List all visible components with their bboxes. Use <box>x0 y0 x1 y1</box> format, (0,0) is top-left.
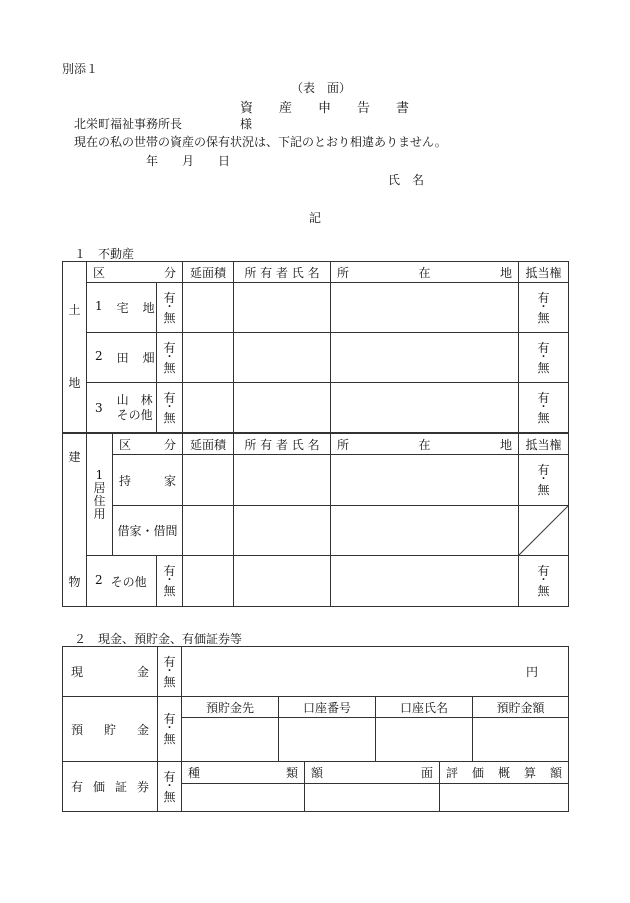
loc-zai: 在 <box>418 437 431 452</box>
building-area-header: 延面積 <box>183 434 234 455</box>
location-cell[interactable] <box>331 506 519 556</box>
residence-label-a: 居 <box>93 480 106 495</box>
building-owner-header: 所 有 者 氏 名 <box>234 434 331 455</box>
savings-c: 金 <box>136 722 149 737</box>
land-row-forest <box>63 383 569 433</box>
statement: 現在の私の世帯の資産の保有状況は、下記のとおり相違ありません。 <box>74 135 447 149</box>
addressee: 北栄町福祉事務所長 <box>74 117 183 131</box>
savings-account-name-header: 口座氏名 <box>376 697 473 718</box>
savings-account-number-cell[interactable] <box>279 718 376 762</box>
building-other-label <box>87 556 157 607</box>
cash-a: 現 <box>71 665 84 679</box>
row-name-b: 地 <box>142 301 155 315</box>
savings-bank-header: 預貯金先 <box>182 697 279 718</box>
land-row-residential <box>63 283 569 333</box>
loc-sho: 所 <box>337 265 350 280</box>
land-row-label <box>87 283 157 333</box>
savings-account-number-header: 口座番号 <box>279 697 376 718</box>
real-estate-table <box>62 261 569 433</box>
area-cell[interactable] <box>183 556 234 607</box>
section2-title: ２ 現金、預貯金、有価証券等 <box>74 632 243 646</box>
ki-label: 記 <box>309 211 322 225</box>
row-num: 2 <box>95 572 103 587</box>
building-label-2: 物 <box>68 575 81 590</box>
row-name: その他 <box>110 574 147 589</box>
area-cell[interactable] <box>183 283 234 333</box>
savings-bank-cell[interactable] <box>182 718 279 762</box>
cash-table <box>62 646 569 697</box>
location-cell[interactable] <box>331 556 519 607</box>
row-num: 1 <box>95 299 103 313</box>
row-num: 3 <box>95 400 103 415</box>
area-cell[interactable] <box>183 383 234 433</box>
savings-b: 貯 <box>103 722 116 737</box>
land-kubun-header <box>87 262 183 283</box>
face-a: 額 <box>311 766 324 780</box>
savings-account-name-cell[interactable] <box>376 718 473 762</box>
building-label-cell <box>63 434 87 607</box>
land-mortgage-header: 抵当権 <box>519 262 569 283</box>
row-num: 2 <box>95 349 103 363</box>
own-a: 持 <box>119 473 132 488</box>
rental-label: 借家・借間 <box>113 506 183 556</box>
cash-row <box>63 647 569 697</box>
loc-zai: 在 <box>418 265 431 280</box>
land-row-label <box>87 333 157 383</box>
row-name-a: 田 <box>116 351 129 365</box>
cash-b: 金 <box>136 665 149 679</box>
building-kubun-header <box>113 434 183 455</box>
cash-label <box>63 647 158 697</box>
securities-table <box>62 761 569 812</box>
owner-cell[interactable] <box>234 556 331 607</box>
land-label-2: 地 <box>68 376 81 390</box>
building-row-other <box>63 556 569 607</box>
name-label: 氏 名 <box>388 173 425 187</box>
sec-d: 券 <box>136 780 149 794</box>
yen-unit: 円 <box>525 665 538 679</box>
owner-cell[interactable] <box>234 455 331 506</box>
yes-no-cell[interactable]: 有 ・ 無 <box>158 697 182 762</box>
savings-label <box>63 697 158 762</box>
own-house-label <box>113 455 183 506</box>
yes-no-cell[interactable]: 有 ・ 無 <box>157 333 183 383</box>
location-cell[interactable] <box>331 455 519 506</box>
yes-no-cell[interactable]: 有 ・ 無 <box>158 762 182 812</box>
mortgage-yes-no-cell[interactable]: 有 ・ 無 <box>519 333 569 383</box>
land-area-header: 延面積 <box>183 262 234 283</box>
residence-label-c: 用 <box>93 506 106 521</box>
row-name-b: 畑 <box>142 351 155 365</box>
mortgage-yes-no-cell[interactable]: 有 ・ 無 <box>519 383 569 433</box>
document-title: 資 産 申 告 書 <box>240 101 410 116</box>
owner-cell[interactable] <box>234 506 331 556</box>
land-row-fields <box>63 333 569 383</box>
kubun-bun: 分 <box>163 437 176 452</box>
area-cell[interactable] <box>183 333 234 383</box>
kind-b: 類 <box>285 766 298 780</box>
attachment-label: 別添１ <box>62 62 99 76</box>
row-name-a: 宅 <box>116 301 129 315</box>
yes-no-cell[interactable]: 有 ・ 無 <box>157 283 183 333</box>
securities-kind-header <box>182 762 305 784</box>
sec-b: 価 <box>92 780 105 794</box>
row-name-a: 山 林 <box>116 392 153 407</box>
owner-cell[interactable] <box>234 283 331 333</box>
area-cell[interactable] <box>183 506 234 556</box>
building-table <box>62 433 569 607</box>
sec-c: 証 <box>114 780 127 794</box>
building-mortgage-header: 抵当権 <box>519 434 569 455</box>
cash-amount-cell[interactable] <box>182 647 569 697</box>
residence-num: 1 <box>95 467 104 482</box>
kind-a: 種 <box>188 766 201 780</box>
land-row-label <box>87 383 157 433</box>
securities-estimate-header: 評 価 概 算 額 <box>440 762 569 784</box>
mortgage-yes-no-cell[interactable]: 有 ・ 無 <box>519 283 569 333</box>
building-location-header <box>331 434 519 455</box>
face-b: 面 <box>420 766 433 780</box>
date-label: 年 月 日 <box>146 154 231 168</box>
savings-table <box>62 696 569 762</box>
yes-no-cell[interactable]: 有 ・ 無 <box>157 556 183 607</box>
kubun-ku: 区 <box>119 437 132 452</box>
yes-no-cell[interactable]: 有 ・ 無 <box>158 647 182 697</box>
yes-no-cell[interactable]: 有 ・ 無 <box>157 383 183 433</box>
kubun-ku: 区 <box>93 265 106 280</box>
securities-face-cell[interactable] <box>305 784 440 812</box>
area-cell[interactable] <box>183 455 234 506</box>
kubun-bun: 分 <box>163 265 176 280</box>
side-label: （表 面） <box>291 81 352 95</box>
savings-a: 預 <box>71 722 84 737</box>
location-cell[interactable] <box>331 333 519 383</box>
mortgage-yes-no-cell[interactable]: 有 ・ 無 <box>519 556 569 607</box>
mortgage-na-cell <box>519 506 569 556</box>
securities-label <box>63 762 158 812</box>
section1-title: １ 不動産 <box>74 247 135 261</box>
land-owner-header: 所 有 者 氏 名 <box>234 262 331 283</box>
owner-cell[interactable] <box>234 383 331 433</box>
mortgage-yes-no-cell[interactable]: 有 ・ 無 <box>519 455 569 506</box>
land-label-cell <box>63 262 87 433</box>
land-label-1: 土 <box>68 303 81 317</box>
honorific: 様 <box>240 117 253 131</box>
row-name-b: その他 <box>116 407 153 422</box>
securities-face-header <box>305 762 440 784</box>
location-cell[interactable] <box>331 283 519 333</box>
sec-a: 有 <box>71 780 84 794</box>
securities-kind-cell[interactable] <box>182 784 305 812</box>
savings-amount-header: 預貯金額 <box>473 697 569 718</box>
building-row-rental <box>63 506 569 556</box>
building-label-1: 建 <box>68 449 81 464</box>
land-location-header <box>331 262 519 283</box>
own-b: 家 <box>163 473 176 488</box>
residence-label-b: 住 <box>93 493 106 508</box>
loc-chi: 地 <box>499 265 512 280</box>
location-cell[interactable] <box>331 383 519 433</box>
building-row-own-house <box>63 455 569 506</box>
savings-amount-cell[interactable] <box>473 718 569 762</box>
owner-cell[interactable] <box>234 333 331 383</box>
loc-chi: 地 <box>499 437 512 452</box>
residence-label-cell <box>87 434 113 556</box>
securities-estimate-cell[interactable] <box>440 784 569 812</box>
loc-sho: 所 <box>337 437 350 452</box>
